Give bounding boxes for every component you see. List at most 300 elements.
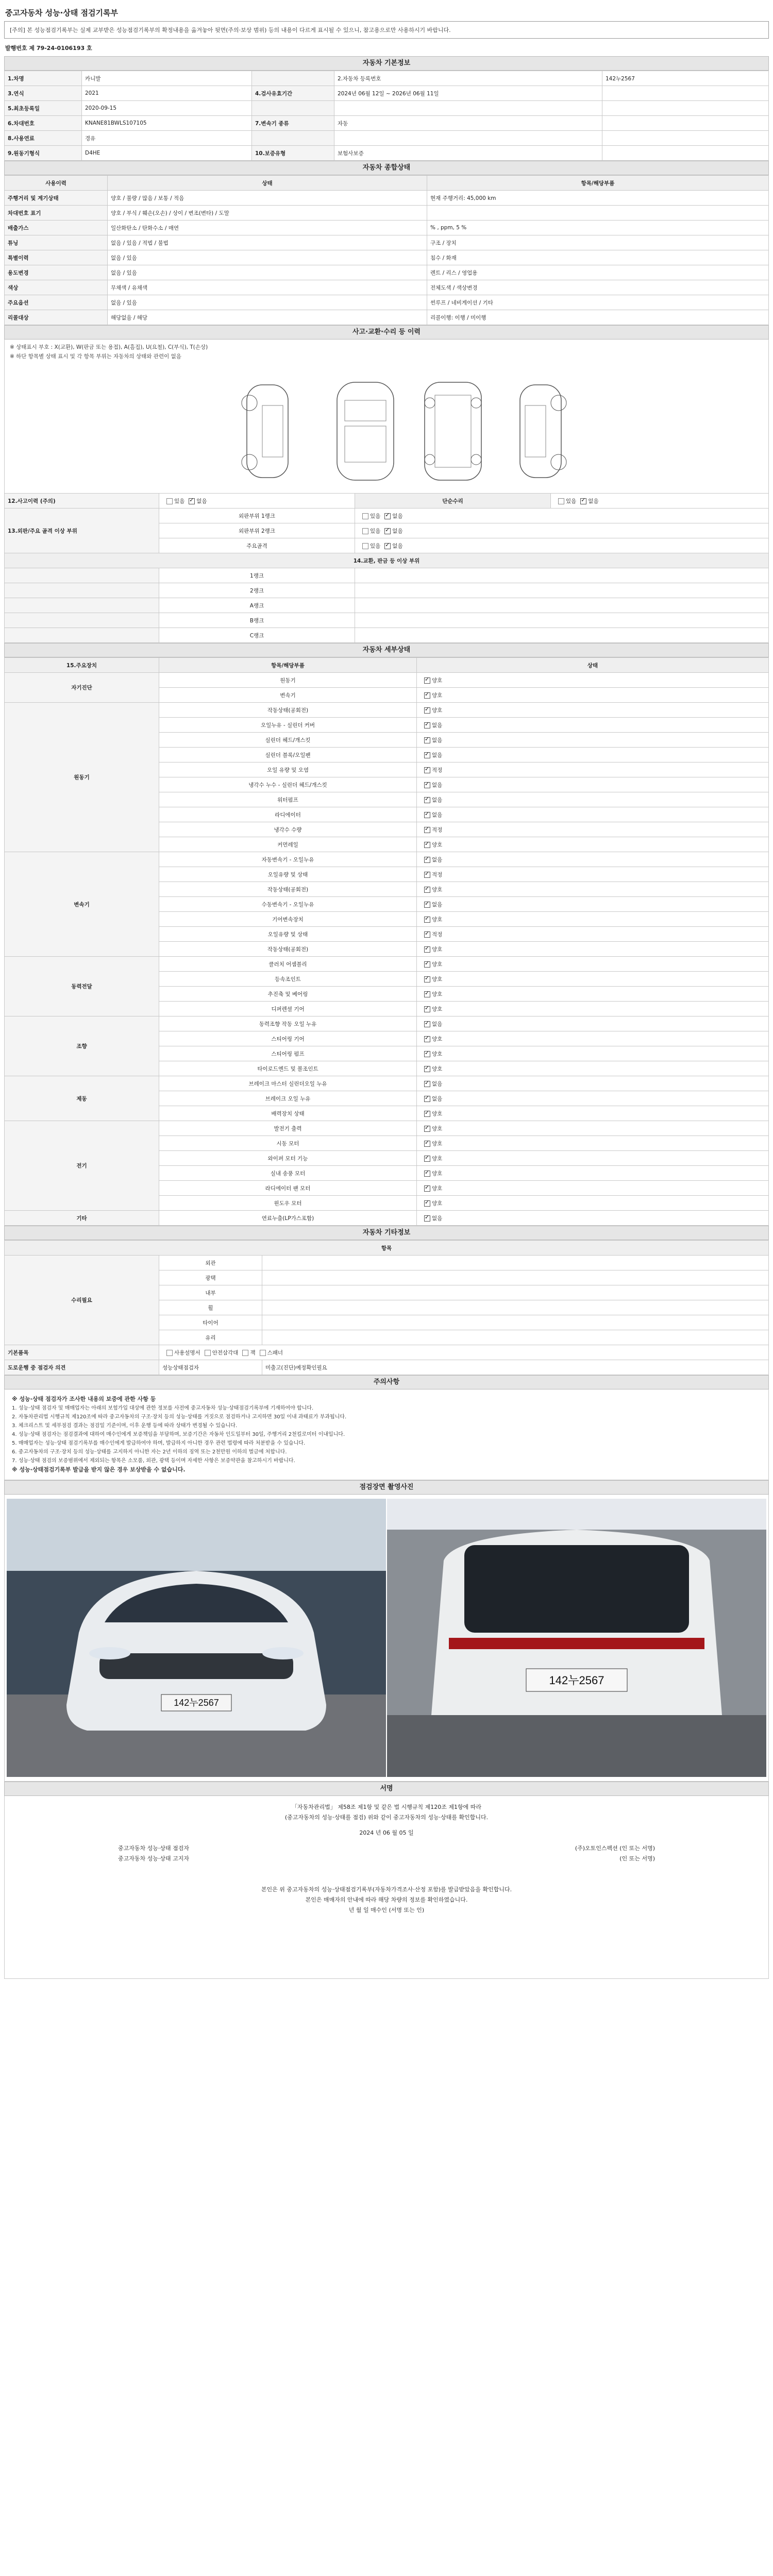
detail-state	[417, 1061, 769, 1076]
table-row	[5, 250, 769, 265]
check-icon	[424, 1111, 430, 1117]
check-icon	[424, 946, 430, 953]
car-diagram	[4, 364, 769, 493]
detail-item: 냉각수 누수 - 실린더 헤드/개스킷	[159, 777, 417, 792]
table-row	[5, 295, 769, 310]
row-label-2	[252, 101, 334, 116]
detail-item: 라디에이터 팬 모터	[159, 1181, 417, 1196]
detail-col-1: 15.주요장치	[5, 658, 159, 673]
sig-line-4: 본인은 매매자의 안내에 따라 해당 차량의 정보를 확인하였습니다.	[305, 1896, 468, 1903]
note-line: 2. 자동차관리법 시행규칙 제120조에 따라 중고자동차의 구조·장치 등의 성능·상태를 거짓으로 점검하거나 고지하면 30일 이내 과태료가 부과됩니다.	[12, 1414, 347, 1420]
status-note: 구조 / 장치	[427, 235, 769, 250]
detail-item: 등속조인트	[159, 972, 417, 987]
signature-box	[4, 1796, 769, 1979]
check-icon	[424, 1171, 430, 1177]
detail-state	[417, 927, 769, 942]
sig-line-5: 년 월 일 매수인 (서명 또는 인)	[348, 1907, 425, 1913]
detail-state	[417, 912, 769, 927]
detail-value: 양호	[432, 1110, 443, 1117]
sig-date: 2024 년 06 월 05 일	[359, 1829, 414, 1836]
detail-value: 없음	[432, 1095, 443, 1102]
detail-value: 양호	[432, 946, 443, 953]
part-group	[5, 568, 159, 583]
detail-item: 냉각수 수량	[159, 822, 417, 837]
sig-line-1: 「자동차관리법」 제58조 제1항 및 같은 법 시행규칙 제120조 제1항에 따라	[291, 1804, 482, 1810]
detail-col-3: 상태	[417, 658, 769, 673]
detail-group: 전기	[5, 1121, 159, 1211]
detail-item: 실린더 블록/오일팬	[159, 748, 417, 762]
car-right-side-icon	[499, 380, 582, 483]
check-icon	[424, 887, 430, 893]
notes-box	[4, 1389, 769, 1480]
car-frame-icon	[412, 380, 494, 483]
row-label: 5.최초등록일	[5, 101, 82, 116]
car-front-image	[7, 1499, 386, 1777]
detail-value: 양호	[432, 1155, 443, 1162]
detail-value: 양호	[432, 841, 443, 848]
detail-item: 윈도우 모터	[159, 1196, 417, 1211]
notice-box: [주의] 본 성능점검기록부는 실제 교부받은 성능점검기록부의 확정내용을 옮겨놓아 뒷면(주의·보상 범위) 등의 내용이 다르게 표시될 수 있으니, 참고용으로만 사용하시기 바랍니다.	[4, 21, 769, 39]
part-group	[5, 583, 159, 598]
other-item: 유리	[159, 1330, 262, 1345]
detail-value: 없음	[432, 901, 443, 908]
table-row	[5, 1076, 769, 1091]
detail-item: 클러치 어셈블리	[159, 957, 417, 972]
detail-item: 동력조향 작동 오일 누유	[159, 1016, 417, 1031]
detail-state	[417, 1181, 769, 1196]
table-row	[5, 568, 769, 583]
status-note: 전체도색 / 색상변경	[427, 280, 769, 295]
detail-state	[417, 1166, 769, 1181]
check-icon	[424, 976, 430, 982]
detail-item: 커먼레일	[159, 837, 417, 852]
table-row	[5, 101, 769, 116]
car-top-icon	[324, 380, 407, 483]
row-value-3	[602, 131, 769, 146]
legend	[4, 340, 769, 364]
detail-item: 기어변속장치	[159, 912, 417, 927]
detail-state	[417, 777, 769, 792]
sig-notifier-value: (인 또는 서명)	[619, 1855, 655, 1862]
detail-value: 양호	[432, 916, 443, 923]
detail-value: 양호	[432, 1140, 443, 1147]
row-label: 3.연식	[5, 86, 82, 101]
check-icon	[424, 737, 430, 743]
table-row	[5, 221, 769, 235]
basic-items-label: 기본품목	[5, 1345, 159, 1360]
detail-value: 없음	[432, 1215, 443, 1222]
detail-item: 오일유량 및 상태	[159, 867, 417, 882]
part-rank: 1랭크	[159, 568, 355, 583]
status-item: 특별이력	[5, 250, 108, 265]
rank2-label: 외판부위 2랭크	[159, 523, 355, 538]
accident-label: 12.사고이력 (주의)	[5, 494, 159, 509]
svg-text:142누2567: 142누2567	[549, 1674, 604, 1687]
detail-group: 원동기	[5, 703, 159, 852]
detail-item: 자동변속기 - 오일누유	[159, 852, 417, 867]
detail-group: 제동	[5, 1076, 159, 1121]
detail-state	[417, 1076, 769, 1091]
status-state: 양호 / 부식 / 훼손(오손) / 상이 / 변조(변타) / 도말	[108, 206, 427, 221]
section-detail-status: 자동차 세부상태	[4, 643, 769, 657]
table-row	[5, 583, 769, 598]
row-value-2: 보험사보증	[334, 146, 602, 161]
status-note: 리콜이행: 이행 / 미이행	[427, 310, 769, 325]
detail-state	[417, 718, 769, 733]
row-value-2: 2.자동차 등록번호	[334, 71, 602, 86]
row-label-2	[252, 131, 334, 146]
status-item: 튜닝	[5, 235, 108, 250]
note-line: 3. 체크리스트 및 세부점검 결과는 점검일 기준이며, 이후 운행 등에 따라 상태가 변경될 수 있습니다.	[12, 1423, 238, 1429]
check-icon	[424, 917, 430, 923]
detail-state	[417, 792, 769, 807]
check-icon	[424, 797, 430, 803]
detail-state	[417, 733, 769, 748]
other-item: 외관	[159, 1256, 262, 1270]
detail-item: 브레이크 마스터 실린더오일 누유	[159, 1076, 417, 1091]
table-row	[5, 206, 769, 221]
check-icon	[424, 872, 430, 878]
status-state: 일산화탄소 / 탄화수소 / 매연	[108, 221, 427, 235]
check-icon	[424, 1200, 430, 1207]
basic-item: 스패너	[267, 1349, 283, 1356]
detail-state	[417, 837, 769, 852]
detail-value: 적정	[432, 931, 443, 938]
section-other-info: 자동차 기타정보	[4, 1226, 769, 1240]
part-value	[355, 583, 769, 598]
check-icon	[424, 991, 430, 997]
table-row	[5, 86, 769, 101]
basic-info-table	[4, 71, 769, 161]
sig-line-2: (중고자동차의 성능·상태를 점검) 위와 같이 중고자동차의 성능·상태를 확인합니다.	[284, 1814, 489, 1821]
opinion-role: 성능상태점검자	[159, 1360, 262, 1375]
part-rank: C랭크	[159, 628, 355, 643]
status-note: 현재 주행거리: 45,000 km	[427, 191, 769, 206]
table-row	[5, 310, 769, 325]
check-icon	[424, 677, 430, 684]
table-row	[5, 673, 769, 688]
basic-item: 사용설명서	[174, 1349, 200, 1356]
detail-item: 디퍼렌셜 기어	[159, 1002, 417, 1016]
detail-value: 적정	[432, 871, 443, 878]
detail-state	[417, 897, 769, 912]
detail-value: 양호	[432, 991, 443, 997]
check-icon	[424, 902, 430, 908]
check-icon	[424, 857, 430, 863]
check-icon	[424, 1215, 430, 1222]
detail-state	[417, 703, 769, 718]
row-label: 1.차명	[5, 71, 82, 86]
row-label-2: 4.검사유효기간	[252, 86, 334, 101]
table-row	[5, 598, 769, 613]
sig-inspector-value: (주)오토인스펙션 (인 또는 서명)	[575, 1845, 655, 1852]
part-value	[355, 613, 769, 628]
detail-state	[417, 852, 769, 867]
section-photos: 점검장면 촬영사진	[4, 1480, 769, 1495]
part-rank: 2랭크	[159, 583, 355, 598]
status-item: 색상	[5, 280, 108, 295]
check-icon	[424, 1185, 430, 1192]
table-row	[5, 628, 769, 643]
detail-state	[417, 1211, 769, 1226]
detail-item: 발전기 출력	[159, 1121, 417, 1136]
check-icon	[424, 707, 430, 714]
col-item: 사용이력	[5, 176, 108, 191]
detail-item: 연료누출(LP가스포함)	[159, 1211, 417, 1226]
detail-state	[417, 1091, 769, 1106]
check-icon	[424, 1156, 430, 1162]
check-icon	[424, 827, 430, 833]
check-icon	[424, 842, 430, 848]
detail-value: 없음	[432, 1021, 443, 1027]
table-row	[5, 1211, 769, 1226]
check-icon	[424, 1141, 430, 1147]
table-row	[5, 191, 769, 206]
col-state: 상태	[108, 176, 427, 191]
table-row	[5, 703, 769, 718]
status-state: 무채색 / 유채색	[108, 280, 427, 295]
table-row	[5, 1256, 769, 1270]
detail-value: 없음	[432, 811, 443, 818]
row-value-3	[602, 146, 769, 161]
status-item: 리콜대상	[5, 310, 108, 325]
row-value-3	[602, 101, 769, 116]
detail-state	[417, 972, 769, 987]
other-state	[262, 1300, 769, 1315]
detail-value: 없음	[432, 796, 443, 803]
rank1-value: 있음✓ 없음	[355, 509, 769, 523]
detail-value: 없음	[432, 752, 443, 758]
detail-col-2: 항목/해당부품	[159, 658, 417, 673]
other-state	[262, 1315, 769, 1330]
rank2-value: 있음✓ 없음	[355, 523, 769, 538]
rank1-label: 외판부위 1랭크	[159, 509, 355, 523]
car-left-side-icon	[226, 380, 309, 483]
checkbox-icon	[242, 1350, 248, 1356]
check-icon	[424, 752, 430, 758]
row-label: 6.차대번호	[5, 116, 82, 131]
row-value-3: 142누2567	[602, 71, 769, 86]
detail-state	[417, 957, 769, 972]
basic-items	[159, 1345, 769, 1360]
legend-line-1: ※ 상태표시 부호 : X(교환), W(판금 또는 용접), A(흠집), U(요철), C(부식), T(손상)	[10, 344, 208, 350]
row-value: 경유	[82, 131, 252, 146]
detail-status-table	[4, 657, 769, 1226]
detail-item: 와이퍼 모터 기능	[159, 1151, 417, 1166]
detail-value: 양호	[432, 961, 443, 968]
detail-item: 라디에이터	[159, 807, 417, 822]
detail-value: 양호	[432, 692, 443, 699]
detail-value: 양호	[432, 707, 443, 714]
photo-row	[4, 1495, 769, 1782]
section-accident-history: 사고·교환·수리 등 이력	[4, 325, 769, 340]
detail-value: 양호	[432, 1036, 443, 1042]
notes-head: ※ 성능·상태 점검자가 조사한 내용의 보증에 관한 사항 등	[12, 1396, 156, 1402]
detail-item: 변속기	[159, 688, 417, 703]
detail-state	[417, 673, 769, 688]
detail-item: 오일 유량 및 오염	[159, 762, 417, 777]
other-col: 항목	[5, 1241, 769, 1256]
detail-value: 없음	[432, 856, 443, 863]
other-state	[262, 1270, 769, 1285]
part-value	[355, 598, 769, 613]
status-state: 없음 / 있음	[108, 250, 427, 265]
other-item: 내부	[159, 1285, 262, 1300]
opinion-value: 미출고(진단)예정확인필요	[262, 1360, 769, 1375]
basic-item: 안전삼각대	[212, 1349, 239, 1356]
sig-line-3: 본인은 위 중고자동차의 성능·상태점검기록부(자동차가격조사·산정 포함)를 발급받았음을 확인합니다.	[261, 1886, 512, 1893]
document-title: 중고자동차 성능·상태 점검기록부	[5, 8, 119, 18]
check-icon	[424, 782, 430, 788]
other-item: 휠	[159, 1300, 262, 1315]
status-state: 양호 / 불량 / 많음 / 보통 / 적음	[108, 191, 427, 206]
part-group	[5, 613, 159, 628]
status-state: 없음 / 있음	[108, 265, 427, 280]
part-rank: A랭크	[159, 598, 355, 613]
detail-state	[417, 1106, 769, 1121]
status-note	[427, 206, 769, 221]
part-rank: B랭크	[159, 613, 355, 628]
check-icon	[424, 1036, 430, 1042]
row-value: KNANE81BWLS107105	[82, 116, 252, 131]
check-icon	[424, 767, 430, 773]
check-icon	[424, 1051, 430, 1057]
status-state: 없음 / 있음	[108, 295, 427, 310]
note-line: 1. 성능·상태 점검자 및 매매업자는 아래의 보험가입 대상에 관한 정보를 사전에 중고자동차 성능·상태점검기록부에 기재하여야 합니다.	[12, 1405, 314, 1411]
table-row	[5, 957, 769, 972]
row-label: 8.사용연료	[5, 131, 82, 146]
detail-value: 양호	[432, 886, 443, 893]
row-value-2: 자동	[334, 116, 602, 131]
detail-state	[417, 807, 769, 822]
status-note: 렌트 / 리스 / 영업용	[427, 265, 769, 280]
row-value: 2021	[82, 86, 252, 101]
section-overall-status: 자동차 종합상태	[4, 161, 769, 175]
col-note: 항목/해당부품	[427, 176, 769, 191]
detail-value: 없음	[432, 1080, 443, 1087]
status-note: 썬루프 / 네비게이션 / 기타	[427, 295, 769, 310]
row-value-3	[602, 86, 769, 101]
detail-value: 없음	[432, 722, 443, 728]
table-row	[5, 71, 769, 86]
check-icon	[424, 692, 430, 699]
other-item: 타이어	[159, 1315, 262, 1330]
detail-value: 없음	[432, 782, 443, 788]
ready-group: 수리필요	[5, 1256, 159, 1345]
other-state	[262, 1330, 769, 1345]
detail-state	[417, 748, 769, 762]
detail-item: 배력장치 상태	[159, 1106, 417, 1121]
note-line: 5. 매매업자는 성능·상태 점검기록부를 매수인에게 발급하여야 하며, 발급하지 아니한 경우 관련 법령에 따라 처분받을 수 있습니다.	[12, 1440, 306, 1446]
table-row	[5, 235, 769, 250]
car-rear-image	[387, 1499, 766, 1777]
detail-item: 워터펌프	[159, 792, 417, 807]
check-icon	[424, 1126, 430, 1132]
table-row	[5, 1121, 769, 1136]
detail-state	[417, 1136, 769, 1151]
sig-inspector-label: 중고자동차 성능·상태 점검자	[118, 1845, 190, 1852]
accident-table	[4, 493, 769, 643]
detail-state	[417, 942, 769, 957]
detail-item: 타이로드엔드 및 볼조인트	[159, 1061, 417, 1076]
detail-value: 양호	[432, 677, 443, 684]
cert-label: 발행번호 제	[5, 45, 35, 52]
detail-group: 변속기	[5, 852, 159, 957]
detail-item: 원동기	[159, 673, 417, 688]
legend-line-2: ※ 하단 항목별 상태 표시 및 각 항목 부위는 자동차의 상태와 관련이 없음	[10, 353, 181, 360]
detail-group: 자기진단	[5, 673, 159, 703]
note-line: 4. 성능·상태 점검자는 점검결과에 대하여 매수인에게 보증책임을 부담하며, 보증기간은 자동차 인도일부터 30일, 주행거리 2천킬로미터 이내입니다.	[12, 1432, 345, 1437]
detail-item: 시동 모터	[159, 1136, 417, 1151]
check-icon	[424, 1021, 430, 1027]
detail-value: 양호	[432, 976, 443, 982]
table-row	[5, 852, 769, 867]
detail-item: 실내 송풍 모터	[159, 1166, 417, 1181]
detail-state	[417, 822, 769, 837]
detail-state	[417, 1151, 769, 1166]
section-signature: 서명	[4, 1782, 769, 1796]
section-notes: 주의사항	[4, 1375, 769, 1389]
detail-value: 양호	[432, 1200, 443, 1207]
document-page	[4, 0, 769, 1979]
note-line: 7. 성능·상태 점검의 보증범위에서 제외되는 항목은 소모품, 외관, 광택 등이며 자세한 사항은 보증약관을 참고하시기 바랍니다.	[12, 1458, 295, 1464]
detail-value: 적정	[432, 767, 443, 773]
basic-item: 잭	[250, 1349, 256, 1356]
row-label-2: 7.변속기 종류	[252, 116, 334, 131]
front-photo	[7, 1499, 386, 1777]
table-row	[5, 280, 769, 295]
detail-value: 양호	[432, 1065, 443, 1072]
detail-item: 수동변속기 - 오일누유	[159, 897, 417, 912]
frame-main-label: 주요골격	[159, 538, 355, 553]
detail-state	[417, 762, 769, 777]
frame-main-value: 있음✓ 없음	[355, 538, 769, 553]
detail-item: 추진축 및 베어링	[159, 987, 417, 1002]
detail-item: 작동상태(공회전)	[159, 942, 417, 957]
detail-state	[417, 1002, 769, 1016]
repair-label: 단순수리	[355, 494, 551, 509]
detail-state	[417, 1196, 769, 1211]
cert-number	[5, 44, 769, 52]
status-item: 주요옵션	[5, 295, 108, 310]
check-icon	[424, 812, 430, 818]
part-value	[355, 628, 769, 643]
rear-photo	[387, 1499, 766, 1777]
detail-state	[417, 688, 769, 703]
other-state	[262, 1285, 769, 1300]
part-value	[355, 568, 769, 583]
detail-value: 양호	[432, 1170, 443, 1177]
detail-value: 양호	[432, 1125, 443, 1132]
detail-group: 조향	[5, 1016, 159, 1076]
svg-text:142누2567: 142누2567	[174, 1698, 219, 1708]
sig-notifier-label: 중고자동차 성능·상태 고지자	[118, 1855, 190, 1862]
detail-item: 스티어링 펌프	[159, 1046, 417, 1061]
status-item: 차대번호 표기	[5, 206, 108, 221]
detail-state	[417, 1121, 769, 1136]
part-group	[5, 598, 159, 613]
table-row	[5, 116, 769, 131]
detail-state	[417, 882, 769, 897]
status-item: 배출가스	[5, 221, 108, 235]
repair-value: 있음✓ 없음	[551, 494, 769, 509]
detail-item: 스티어링 기어	[159, 1031, 417, 1046]
accident-value: 있음✓ 없음	[159, 494, 355, 509]
detail-state	[417, 867, 769, 882]
detail-item: 작동상태(공회전)	[159, 882, 417, 897]
table-row	[5, 265, 769, 280]
row-value: 카니발	[82, 71, 252, 86]
